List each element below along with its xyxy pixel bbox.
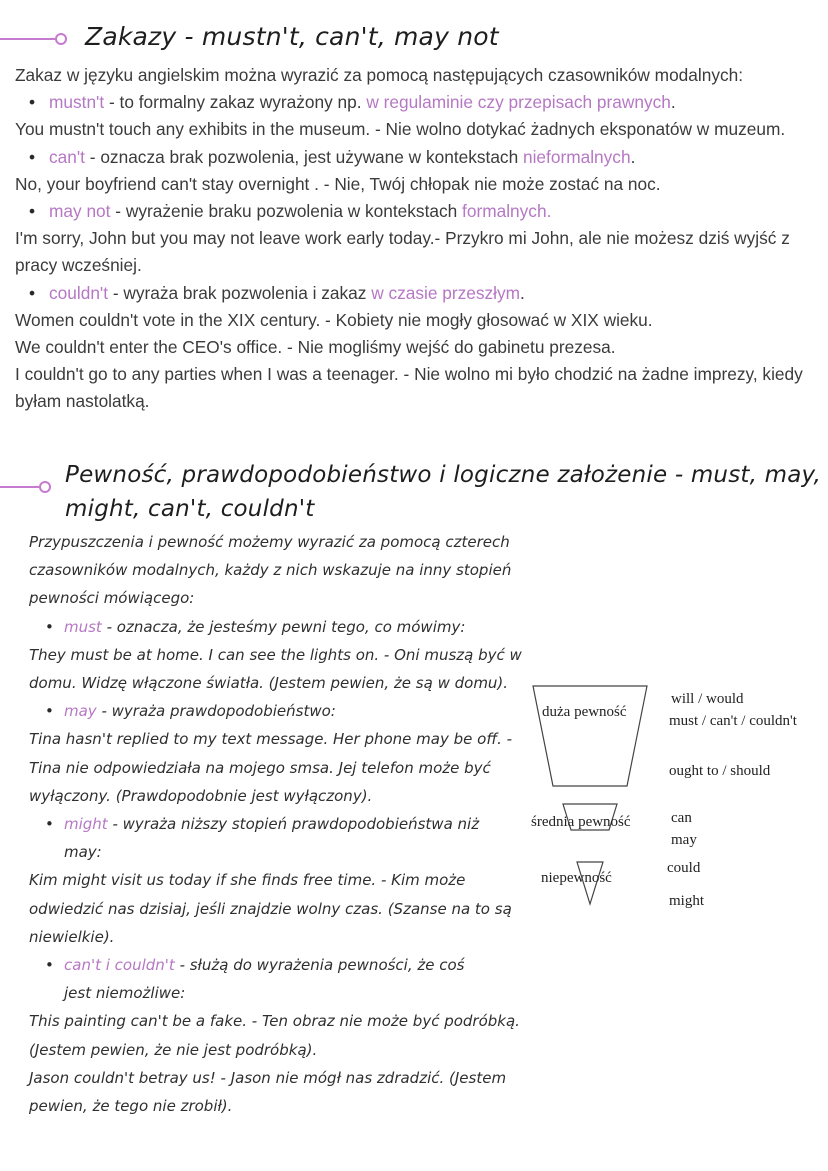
label-low: niepewność bbox=[541, 870, 612, 886]
label-medium: średnia pewność bbox=[531, 814, 631, 830]
example-sentence: Tina hasn't replied to my text message. Her phone may be off. - Tina nie odpowiedziała na mojego smsa. Jej telefon może być wyłączony. (Prawdopodobnie jest wyłączony). bbox=[29, 730, 513, 805]
section1-body bbox=[15, 62, 820, 416]
certainty-diagram bbox=[525, 678, 825, 918]
list-item: • might - wyraża niższy stopień prawdopodobieństwa niż bbox=[29, 810, 524, 838]
list-item: • can't i couldn't - służą do wyrażenia pewności, że coś bbox=[29, 951, 524, 979]
label-high: duża pewność bbox=[542, 704, 627, 720]
verb-must-cant-couldnt: must / can't / couldn't bbox=[669, 713, 797, 729]
section2-body bbox=[29, 528, 524, 1120]
example-sentence: No, your boyfriend can't stay overnight . - Nie, Twój chłopak nie może zostać na noc. bbox=[15, 173, 661, 194]
list-item: • can't - oznacza brak pozwolenia, jest używane w kontekstach nieformalnych. bbox=[15, 144, 820, 171]
list-item: • may not - wyrażenie braku pozwolenia w kontekstach formalnych. bbox=[15, 198, 820, 225]
section2-intro: Przypuszczenia i pewność możemy wyrazić za pomocą czterech czasowników modalnych, każdy z nich wskazuje na inny stopień pewności mówiącego: bbox=[29, 533, 512, 608]
heading-dot-icon bbox=[39, 481, 51, 493]
verb-might: might bbox=[669, 893, 705, 909]
list-item: • must - oznacza, że jesteśmy pewni tego, co mówimy: bbox=[29, 613, 524, 641]
heading-line bbox=[0, 486, 40, 488]
example-sentence: I couldn't go to any parties when I was a teenager. - Nie wolno mi było chodzić na żadne imprezy, kiedy byłam nastolatką. bbox=[15, 364, 803, 412]
example-sentence: They must be at home. I can see the lights on. - Oni muszą być w domu. Widzę włączone światła. (Jestem pewien, że są w domu). bbox=[29, 645, 522, 693]
list-item: • mustn't - to formalny zakaz wyrażony np. w regulaminie czy przepisach prawnych. bbox=[15, 89, 820, 116]
example-sentence: I'm sorry, John but you may not leave work early today.- Przykro mi John, ale nie możesz dziś wyjść z pracy wcześniej. bbox=[15, 228, 790, 276]
verb-may: may bbox=[671, 832, 697, 848]
verb-will-would: will / would bbox=[671, 691, 744, 707]
section1-title: Zakazy - mustn't, can't, may not bbox=[85, 22, 499, 51]
list-item-continuation: jest niemożliwe: bbox=[64, 984, 186, 1003]
section1-intro: Zakaz w języku angielskim można wyrazić za pomocą następujących czasowników modalnych: bbox=[15, 65, 744, 85]
heading-line bbox=[0, 38, 56, 40]
verb-could: could bbox=[667, 860, 701, 876]
example-sentence: Kim might visit us today if she finds free time. - Kim może odwiedzić nas dzisiaj, jeśli znajdzie wolny czas. (Szanse na to są niewielkie). bbox=[29, 871, 512, 946]
section2-title-line1: Pewność, prawdopodobieństwo i logiczne założenie - must, may, bbox=[65, 462, 822, 488]
list-item-continuation: may: bbox=[64, 843, 102, 862]
example-sentence: Women couldn't vote in the XIX century. - Kobiety nie mogły głosować w XIX wieku. bbox=[15, 309, 653, 330]
example-sentence: We couldn't enter the CEO's office. - Nie mogliśmy wejść do gabinetu prezesa. bbox=[15, 337, 616, 358]
list-item: • couldn't - wyraża brak pozwolenia i zakaz w czasie przeszłym. bbox=[15, 280, 820, 307]
funnel-high bbox=[533, 686, 647, 786]
heading-dot-icon bbox=[55, 33, 67, 45]
example-sentence: This painting can't be a fake. - Ten obraz nie może być podróbką. (Jestem pewien, że nie jest podróbką). bbox=[29, 1012, 520, 1059]
section2-title-line2: might, can't, couldn't bbox=[65, 496, 315, 522]
example-sentence: You mustn't touch any exhibits in the museum. - Nie wolno dotykać żadnych eksponatów w muzeum. bbox=[15, 119, 786, 140]
verb-ought-should: ought to / should bbox=[669, 763, 771, 779]
verb-can: can bbox=[671, 810, 692, 826]
list-item: • may - wyraża prawdopodobieństwo: bbox=[29, 697, 524, 725]
example-sentence: Jason couldn't betray us! - Jason nie mógł nas zdradzić. (Jestem pewien, że tego nie zrobił). bbox=[29, 1068, 507, 1116]
